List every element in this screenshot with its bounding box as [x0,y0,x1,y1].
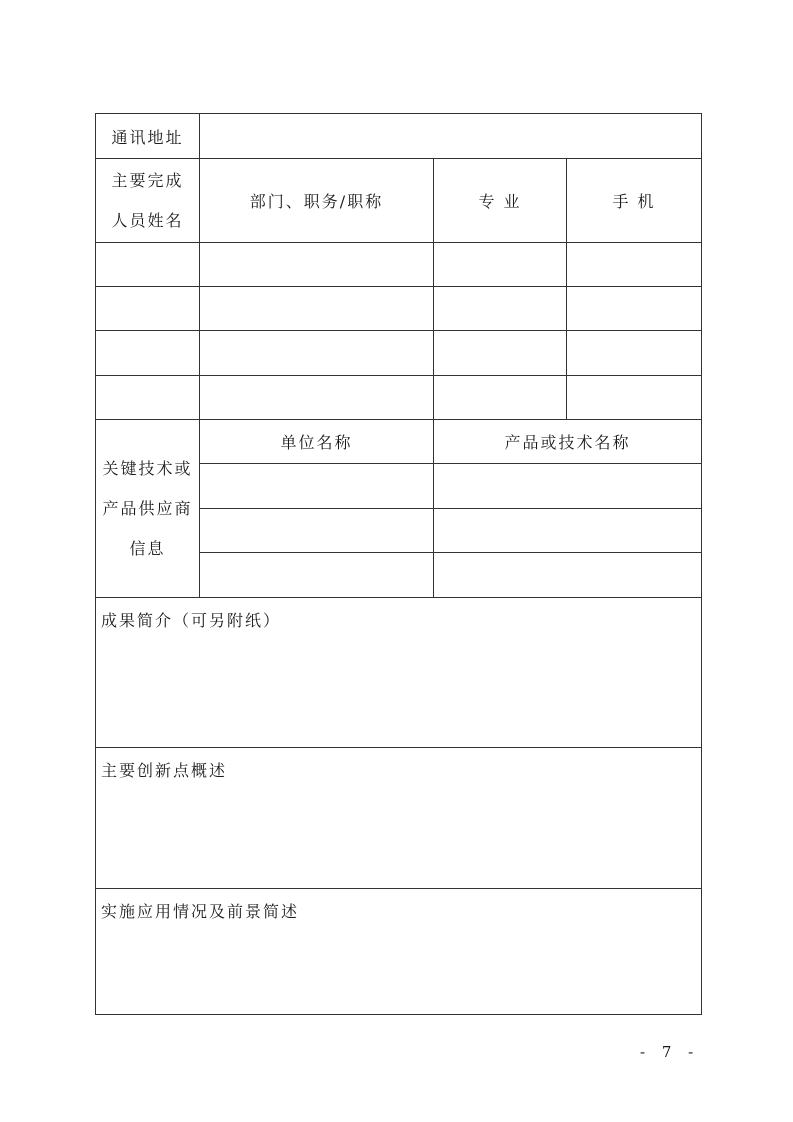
personnel-department-cell[interactable] [200,287,434,331]
personnel-label-line1: 主要完成 [111,170,184,190]
department-column-header: 部门、职务/职称 [200,159,434,243]
product-name-column-header: 产品或技术名称 [434,420,702,464]
summary-row [96,598,702,748]
personnel-name-cell[interactable] [96,287,200,331]
personnel-major-cell[interactable] [434,331,567,376]
address-field[interactable] [200,114,702,159]
personnel-name-cell[interactable] [96,331,200,376]
phone-column-header: 手 机 [567,159,702,243]
address-row [96,114,702,159]
innovation-label: 主要创新点概述 [101,761,228,780]
application-section[interactable] [96,889,702,1015]
summary-label: 成果简介（可另附纸） [101,611,282,630]
personnel-name-cell[interactable] [96,376,200,420]
application-label: 实施应用情况及前景简述 [101,902,300,921]
personnel-row [96,243,702,287]
personnel-label-line2: 人员姓名 [111,210,184,230]
address-label: 通讯地址 [96,114,200,159]
innovation-row [96,748,702,889]
achievement-form-table [95,113,702,1015]
application-row [96,889,702,1015]
innovation-section[interactable] [96,748,702,889]
personnel-phone-cell[interactable] [567,331,702,376]
supplier-label-line3: 信息 [129,538,166,558]
personnel-department-cell[interactable] [200,243,434,287]
unit-name-column-header: 单位名称 [200,420,434,464]
personnel-major-cell[interactable] [434,287,567,331]
personnel-major-cell[interactable] [434,243,567,287]
summary-section[interactable] [96,598,702,748]
personnel-phone-cell[interactable] [567,243,702,287]
personnel-row [96,287,702,331]
personnel-row [96,331,702,376]
supplier-unit-cell[interactable] [200,464,434,509]
supplier-label-line1: 关键技术或 [102,458,193,478]
personnel-name-cell[interactable] [96,243,200,287]
supplier-header-row [96,420,702,464]
major-column-header: 专 业 [434,159,567,243]
personnel-phone-cell[interactable] [567,287,702,331]
personnel-major-cell[interactable] [434,376,567,420]
personnel-phone-cell[interactable] [567,376,702,420]
supplier-product-cell[interactable] [434,509,702,553]
personnel-header-row [96,159,702,243]
personnel-department-cell[interactable] [200,331,434,376]
personnel-department-cell[interactable] [200,376,434,420]
supplier-unit-cell[interactable] [200,553,434,598]
personnel-row [96,376,702,420]
personnel-label [96,159,200,243]
supplier-label-line2: 产品供应商 [102,498,193,518]
page-number: - 7 - [640,1043,700,1061]
supplier-product-cell[interactable] [434,464,702,509]
supplier-product-cell[interactable] [434,553,702,598]
supplier-unit-cell[interactable] [200,509,434,553]
supplier-label [96,420,200,598]
